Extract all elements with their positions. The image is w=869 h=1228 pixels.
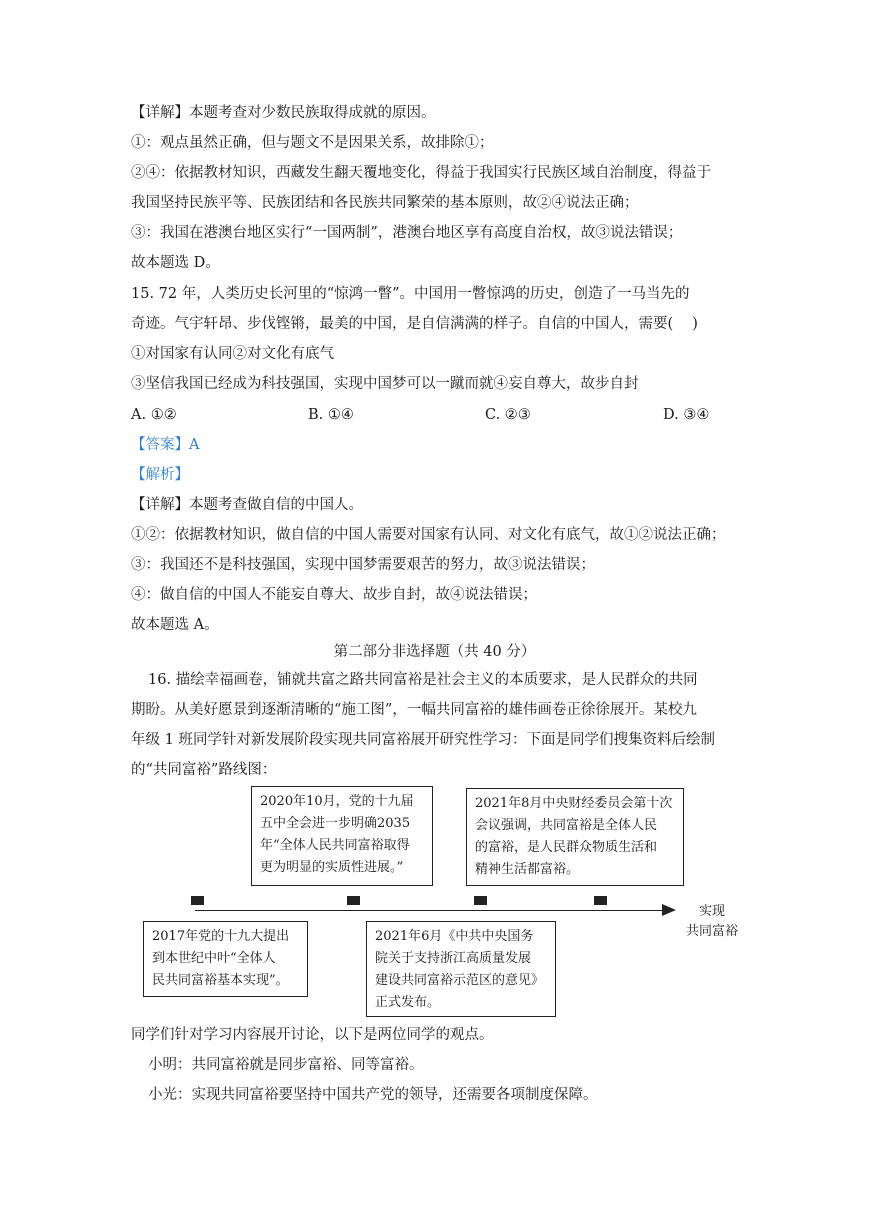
roadmap-box-2021-08: 2021年8月中央财经委员会第十次 会议强调，共同富裕是全体人民 的富裕，是人民群众物质生活和 精神生活都富裕。 [466, 788, 684, 886]
q15-conclusion: 故本题选 A。 [131, 617, 219, 633]
q14-conclusion: 故本题选 D。 [131, 255, 220, 271]
timeline-marker-2020 [347, 896, 360, 905]
q15-explain-line-3: ④：做自信的中国人不能妄自尊大、故步自封，故④说法错误； [131, 587, 537, 603]
timeline-marker-2017 [191, 896, 204, 905]
q16-discussion-intro: 同学们针对学习内容展开讨论，以下是两位同学的观点。 [131, 1027, 494, 1043]
q15-explain-line-2: ③：我国还不是科技强国，实现中国梦需要艰苦的努力，故③说法错误； [131, 557, 595, 573]
roadmap-goal-label-1: 实现 [698, 904, 725, 919]
q14-explain-line-4: ③：我国在港澳台地区实行“一国两制”，港澳台地区享有高度自治权，故③说法错误； [131, 225, 683, 241]
timeline-arrowhead [662, 904, 676, 916]
timeline-marker-2021-08 [594, 896, 607, 905]
q16-stem-line-1: 16. 描绘幸福画卷，铺就共富之路共同富裕是社会主义的本质要求，是人民群众的共同 [148, 672, 698, 688]
timeline-marker-2021-06 [474, 896, 487, 905]
q15-item-line-1: ①对国家有认同②对文化有底气 [131, 346, 334, 362]
part2-title: 第二部分非选择题（共 40 分） [333, 644, 536, 660]
q16-xiaoming-view: 小明：共同富裕就是同步富裕、同等富裕。 [148, 1057, 424, 1073]
q16-stem-line-4: 的“共同富裕”路线图： [131, 762, 277, 778]
q15-option-d: D. ③④ [663, 407, 710, 423]
q15-explain-line-1: ①②：依据教材知识，做自信的中国人需要对国家有认同、对文化有底气，故①②说法正确； [131, 527, 726, 543]
q14-explain-line-3: 我国坚持民族平等、民族团结和各民族共同繁荣的基本原则，故②④说法正确； [131, 195, 639, 211]
timeline-axis [195, 910, 665, 911]
q16-stem-line-3: 年级 1 班同学针对新发展阶段实现共同富裕展开研究性学习：下面是同学们搜集资料后绘制 [131, 732, 715, 748]
q15-option-c: C. ②③ [485, 407, 531, 423]
q15-stem-line-1: 15. 72 年，人类历史长河里的“惊鸿一瞥”。中国用一瞥惊鸿的历史，创造了一马当先的 [131, 286, 690, 302]
q14-explain-line-1: ①：观点虽然正确，但与题文不是因果关系，故排除①； [131, 135, 494, 151]
q15-stem-line-2: 奇迹。气宇轩昂、步伐铿锵，最美的中国，是自信满满的样子。自信的中国人，需要( ) [131, 316, 698, 332]
roadmap-box-2020: 2020年10月，党的十九届 五中全会进一步明确2035 年“全体人民共同富裕取得 更为明显的实质性进展。” [251, 786, 433, 886]
q15-answer: 【答案】A [131, 437, 200, 453]
q15-detail-heading: 【详解】本题考查做自信的中国人。 [131, 497, 363, 513]
q16-stem-line-2: 期盼。从美好愿景到逐渐清晰的“施工图”，一幅共同富裕的雄伟画卷正徐徐展开。某校九 [131, 702, 697, 718]
q15-option-b: B. ①④ [308, 407, 354, 423]
roadmap-goal-label-2: 共同富裕 [685, 924, 738, 939]
roadmap-box-2021-06: 2021年6月《中共中央国务 院关于支持浙江高质量发展 建设共同富裕示范区的意见》 正式发布。 [366, 921, 556, 1017]
q14-detail-heading: 【详解】本题考查对少数民族取得成就的原因。 [131, 105, 436, 121]
q15-option-a: A. ①② [131, 407, 177, 423]
roadmap-box-2017: 2017年党的十九大提出 到本世纪中叶“全体人 民共同富裕基本实现”。 [143, 921, 308, 997]
q15-analysis-heading: 【解析】 [131, 467, 189, 483]
q15-item-line-2: ③坚信我国已经成为科技强国，实现中国梦可以一蹴而就④妄自尊大，故步自封 [131, 376, 639, 392]
q16-xiaoguang-view: 小光：实现共同富裕要坚持中国共产党的领导，还需要各项制度保障。 [148, 1087, 598, 1103]
q14-explain-line-2: ②④：依据教材知识，西藏发生翻天覆地变化，得益于我国实行民族区域自治制度，得益于 [131, 165, 711, 181]
